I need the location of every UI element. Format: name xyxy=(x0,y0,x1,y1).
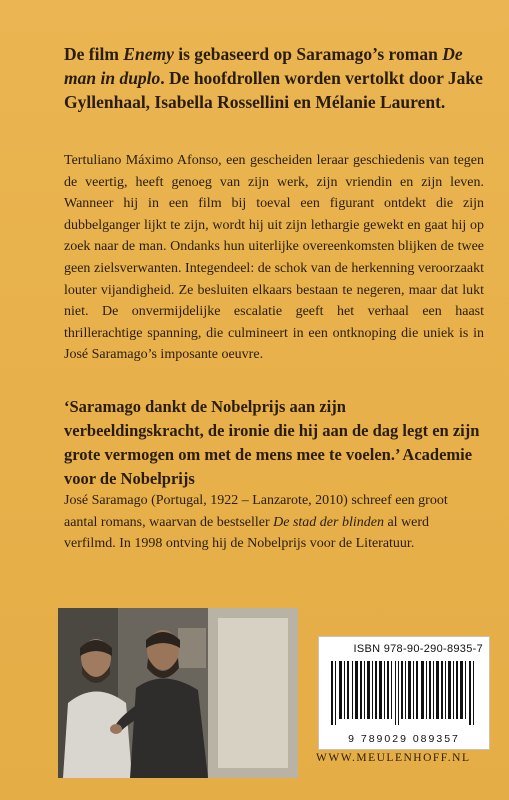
intro-text-2: is gebaseerd op Saramago’s roman xyxy=(173,44,443,64)
film-title: Enemy xyxy=(123,44,174,64)
author-bio xyxy=(64,490,484,555)
intro-text-3: . De hoofdrollen worden vertolkt door Jake Gyllenhaal, Isabella Rossellini en Mélanie Laurent. xyxy=(64,68,483,112)
bestseller-title: De stad der blinden xyxy=(273,514,384,530)
intro-text-1: De film xyxy=(64,44,124,64)
isbn-label: ISBN 978-90-290-8935-7 xyxy=(353,643,483,655)
nobel-quote: ‘Saramago dankt de Nobelprijs aan zijn verbeeldingskracht, de ironie die hij aan de dag legt en zijn grote vermogen om met de mens mee te voelen.’ Academie voor de Nobelprijs xyxy=(64,397,480,488)
film-still-image xyxy=(58,608,298,778)
barcode-digits: 9 789029 089357 xyxy=(348,733,460,745)
barcode-box xyxy=(318,636,490,750)
bio-text-1: José Saramago (Portugal, 1922 – Lanzarote, 2010) schreef een groot aantal romans, waarvan de bestseller xyxy=(64,493,448,530)
novel-title: De man in duplo xyxy=(64,44,463,88)
bio-text-2: al werd verfilmd. In 1998 ontving hij de Nobelprijs voor de Literatuur. xyxy=(64,514,430,552)
intro-paragraph xyxy=(64,42,484,114)
summary-paragraph: Tertuliano Máximo Afonso, een gescheiden leraar geschiedenis van tegen de veertig, heeft genoeg van zijn werk, zijn vriendin en zijn leven. Wanneer hij in een film bij toeval een figurant ontdekt die zijn dubbelganger lijkt te zijn, wordt hij uit zijn lethargie gewekt en gaat hij op zoek naar de man. Ondanks hun uiterlijke overeenkomsten blijken de twee geen zielsverwanten. Integendeel: de schok van de herkenning veroorzaakt louter vijandigheid. Ze besluiten elkaars bestaan te negeren, maar dat lukt niet. De onvermijdelijke escalatie geeft het verhaal een haast thrillerachtige spanning, die culmineert in een ontknoping die uniek is in José Saramago’s imposante oeuvre. xyxy=(64,153,484,363)
barcode-bars xyxy=(331,661,477,725)
publisher-website: WWW.MEULENHOFF.NL xyxy=(316,752,471,764)
